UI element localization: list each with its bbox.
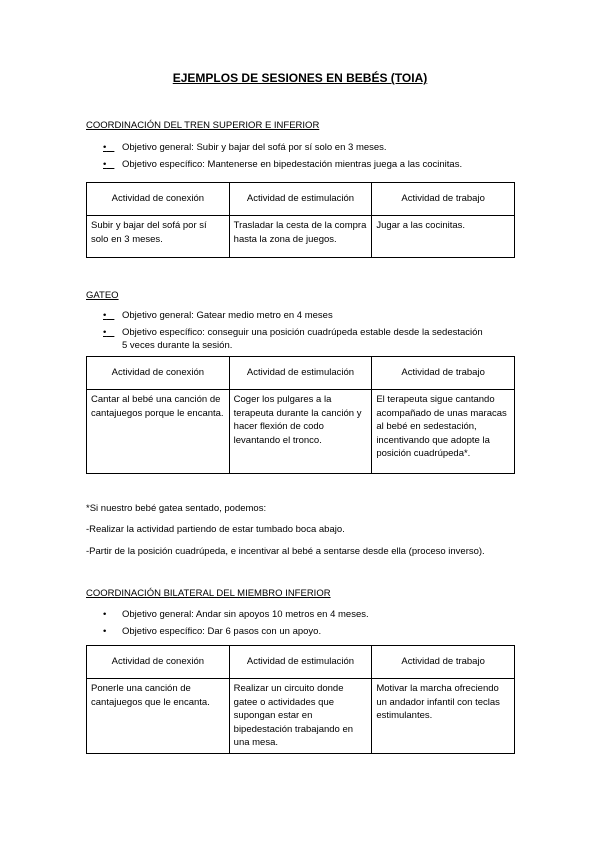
cell-trabajo: Motivar la marcha ofreciendo un andador infantil con teclas estimulantes. [372, 679, 515, 754]
section-heading-tren-superior-inferior: COORDINACIÓN DEL TREN SUPERIOR E INFERIOR [86, 120, 320, 131]
header-conexion: Actividad de conexión [87, 183, 230, 216]
objective-specific-continuation: 5 veces durante la sesión. [122, 340, 233, 351]
cell-conexion: Subir y bajar del sofá por sí solo en 3 meses. [87, 216, 230, 258]
cell-estimulacion: Trasladar la cesta de la compra hasta la zona de juegos. [229, 216, 372, 258]
bullet-icon: • [103, 159, 107, 170]
objective-general: • Objetivo general: Subir y bajar del sofá por sí solo en 3 meses. [103, 142, 387, 153]
objective-general: • Objetivo general: Gatear medio metro en 4 meses [103, 310, 333, 321]
objective-general: • Objetivo general: Andar sin apoyos 10 metros en 4 meses. [103, 609, 369, 620]
section-heading-gateo: GATEO [86, 290, 119, 301]
bullet-icon: • [103, 310, 107, 321]
table-header-row [87, 183, 515, 216]
objectives-list-2 [103, 309, 483, 356]
objective-specific: • Objetivo específico: Dar 6 pasos con un apoyo. [103, 626, 322, 637]
note-line: -Realizar la actividad partiendo de estar tumbado boca abajo. [86, 524, 345, 535]
table-row [87, 216, 515, 258]
objective-specific: • Objetivo específico: Mantenerse en bipedestación mientras juega a las cocinitas. [103, 159, 463, 170]
session-table-3 [86, 645, 515, 754]
objective-specific: • Objetivo específico: conseguir una posición cuadrúpeda estable desde la sedestación [103, 327, 483, 338]
header-estimulacion: Actividad de estimulación [229, 183, 372, 216]
header-conexion: Actividad de conexión [87, 646, 230, 679]
cell-trabajo: Jugar a las cocinitas. [372, 216, 515, 258]
header-trabajo: Actividad de trabajo [372, 646, 515, 679]
bullet-icon: • [103, 327, 107, 338]
cell-estimulacion: Realizar un circuito donde gatee o actividades que supongan estar en bipedestación trabajando en una mesa. [229, 679, 372, 754]
table-row [87, 679, 515, 754]
cell-estimulacion: Coger los pulgares a la terapeuta durante la canción y hacer flexión de codo levantando el tronco. [229, 390, 372, 474]
document-title: EJEMPLOS DE SESIONES EN BEBÉS (TOIA) [172, 71, 428, 85]
table-row [87, 390, 515, 474]
header-estimulacion: Actividad de estimulación [229, 646, 372, 679]
header-conexion: Actividad de conexión [87, 357, 230, 390]
table-header-row [87, 357, 515, 390]
table-header-row [87, 646, 515, 679]
section-heading-bilateral: COORDINACIÓN BILATERAL DEL MIEMBRO INFERIOR [86, 588, 331, 599]
note-line: *Si nuestro bebé gatea sentado, podemos: [86, 503, 267, 514]
session-table-1 [86, 182, 515, 258]
note-line: -Partir de la posición cuadrúpeda, e incentivar al bebé a sentarse desde ella (proceso inverso). [86, 546, 485, 557]
cell-trabajo: El terapeuta sigue cantando acompañado de unas maracas al bebé en sedestación, incentivando que adopte la posición cuadrúpeda*. [372, 390, 515, 474]
objectives-list-3 [103, 608, 369, 642]
bullet-icon: • [103, 609, 107, 620]
header-trabajo: Actividad de trabajo [372, 357, 515, 390]
objectives-list-1 [103, 141, 462, 175]
header-estimulacion: Actividad de estimulación [229, 357, 372, 390]
bullet-icon: • [103, 626, 107, 637]
cell-conexion: Cantar al bebé una canción de cantajuegos porque le encanta. [87, 390, 230, 474]
cell-conexion: Ponerle una canción de cantajuegos que le encanta. [87, 679, 230, 754]
header-trabajo: Actividad de trabajo [372, 183, 515, 216]
bullet-icon: • [103, 142, 107, 153]
session-table-2 [86, 356, 515, 474]
